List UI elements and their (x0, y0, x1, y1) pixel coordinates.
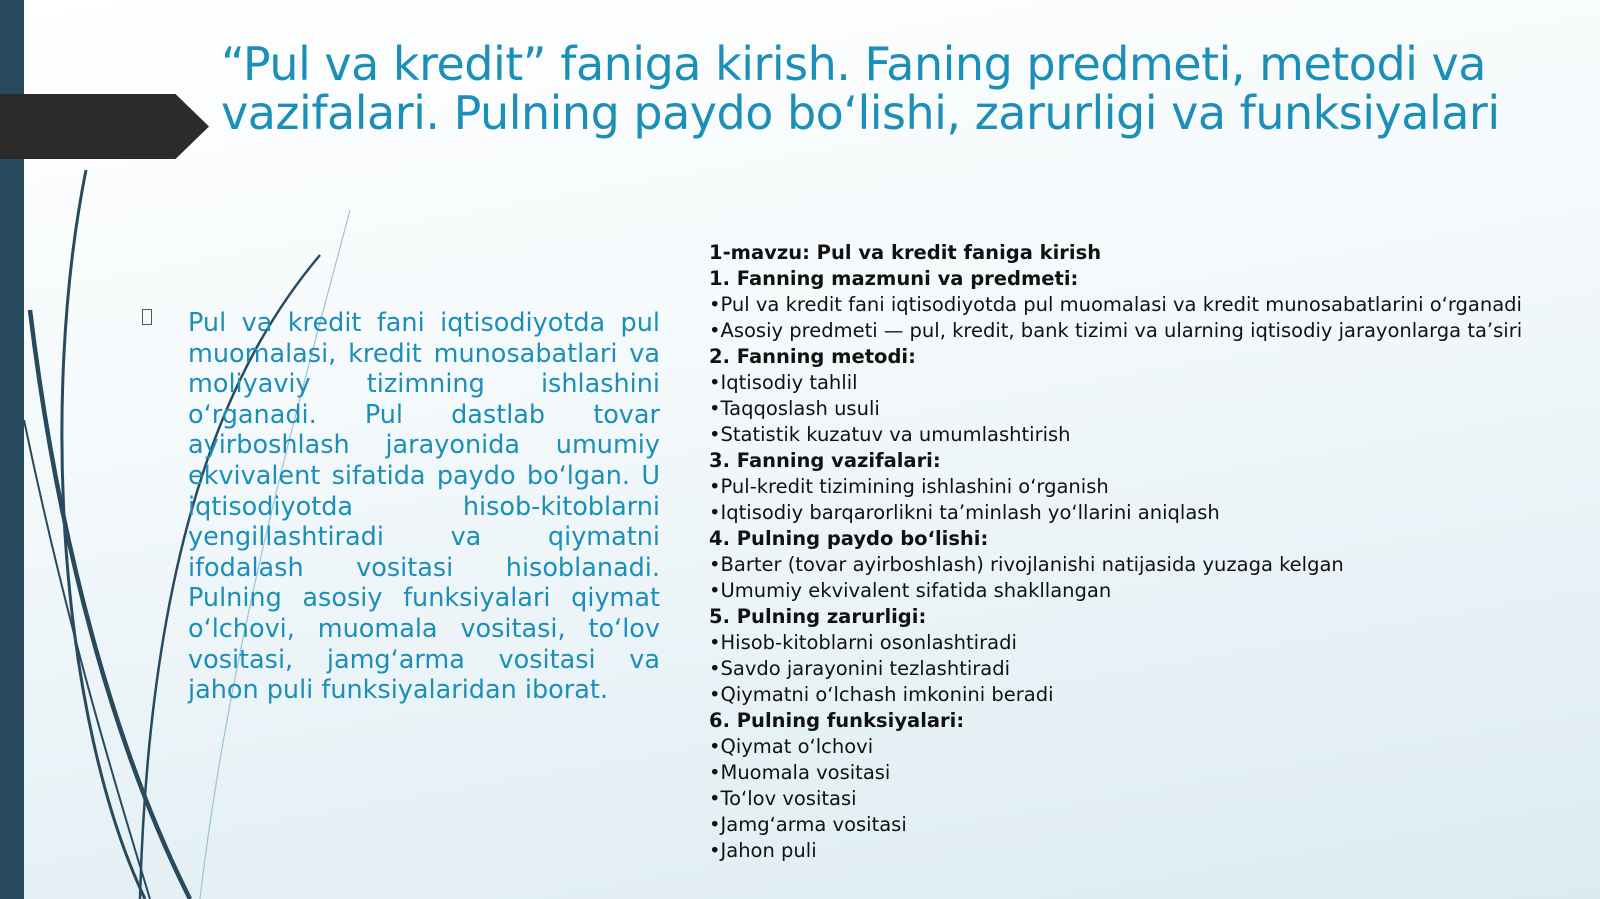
outline-heading: 1. Fanning mazmuni va predmeti: (709, 267, 1079, 290)
outline-heading: 1-mavzu: Pul va kredit faniga kirish (709, 241, 1102, 264)
outline-heading: 6. Pulning funksiyalari: (709, 709, 965, 732)
outline-item: •Pul-kredit tizimining ishlashini oʻrganish (709, 475, 1109, 498)
outline-heading: 5. Pulning zarurligi: (709, 605, 927, 628)
outline-item: •Jamgʻarma vositasi (709, 813, 907, 836)
outline-item: •Savdo jarayonini tezlashtiradi (709, 657, 1011, 680)
outline-item: •Qiymat oʻlchovi (709, 735, 874, 758)
outline-item: •Statistik kuzatuv va umumlashtirish (709, 423, 1071, 446)
outline-item: •Barter (tovar ayirboshlash) rivojlanishi natijasida yuzaga kelgan (709, 553, 1344, 576)
arrow-tab-decoration (0, 94, 209, 159)
body-paragraph: Pul va kredit fani iqtisodiyotda pul muomalasi, kredit munosabatlari va moliyaviy tizimning ishlashini oʻrganadi. Pul dastlab tovar ayirboshlash jarayonida umumiy ekvivalent sifatida paydo boʻlgan. U iqtisodiyotda hisob-kitoblarni yengillashtiradi va qiymatni ifodalash vositasi hisoblanadi. Pulning asosiy funksiyalari qiymat oʻlchovi, muomala vositasi, toʻlov vositasi, jamgʻarma vositasi va jahon puli funksiyalaridan iborat. (188, 308, 660, 706)
outline-item: •Toʻlov vositasi (709, 787, 857, 810)
outline-item: •Pul va kredit fani iqtisodiyotda pul muomalasi va kredit munosabatlarini oʻrganadi (709, 293, 1522, 316)
outline-list (709, 240, 1589, 864)
outline-heading: 3. Fanning vazifalari: (709, 449, 941, 472)
outline-item: •Qiymatni oʻlchash imkonini beradi (709, 683, 1054, 706)
outline-item: •Iqtisodiy tahlil (709, 371, 858, 394)
outline-item: •Muomala vositasi (709, 761, 891, 784)
outline-item: •Umumiy ekvivalent sifatida shakllangan (709, 579, 1112, 602)
outline-item: •Hisob-kitoblarni osonlashtiradi (709, 631, 1017, 654)
decorative-curve (24, 420, 150, 899)
decorative-curve (62, 170, 145, 899)
outline-item: •Taqqoslash usuli (709, 397, 880, 420)
outline-heading: 2. Fanning metodi: (709, 345, 916, 368)
outline-item: •Iqtisodiy barqarorlikni taʼminlash yoʻllarini aniqlash (709, 501, 1220, 524)
slide-title: “Pul va kredit” faniga kirish. Faning predmeti, metodi va vazifalari. Pulning paydo boʻlishi, zarurligi va funksiyalari (221, 37, 1500, 140)
outline-item: •Asosiy predmeti — pul, kredit, bank tizimi va ularning iqtisodiy jarayonlarga taʼsiri (709, 319, 1523, 342)
bullet-box-icon (142, 309, 152, 325)
outline-item: •Jahon puli (709, 839, 817, 862)
outline-heading: 4. Pulning paydo boʻlishi: (709, 527, 989, 550)
